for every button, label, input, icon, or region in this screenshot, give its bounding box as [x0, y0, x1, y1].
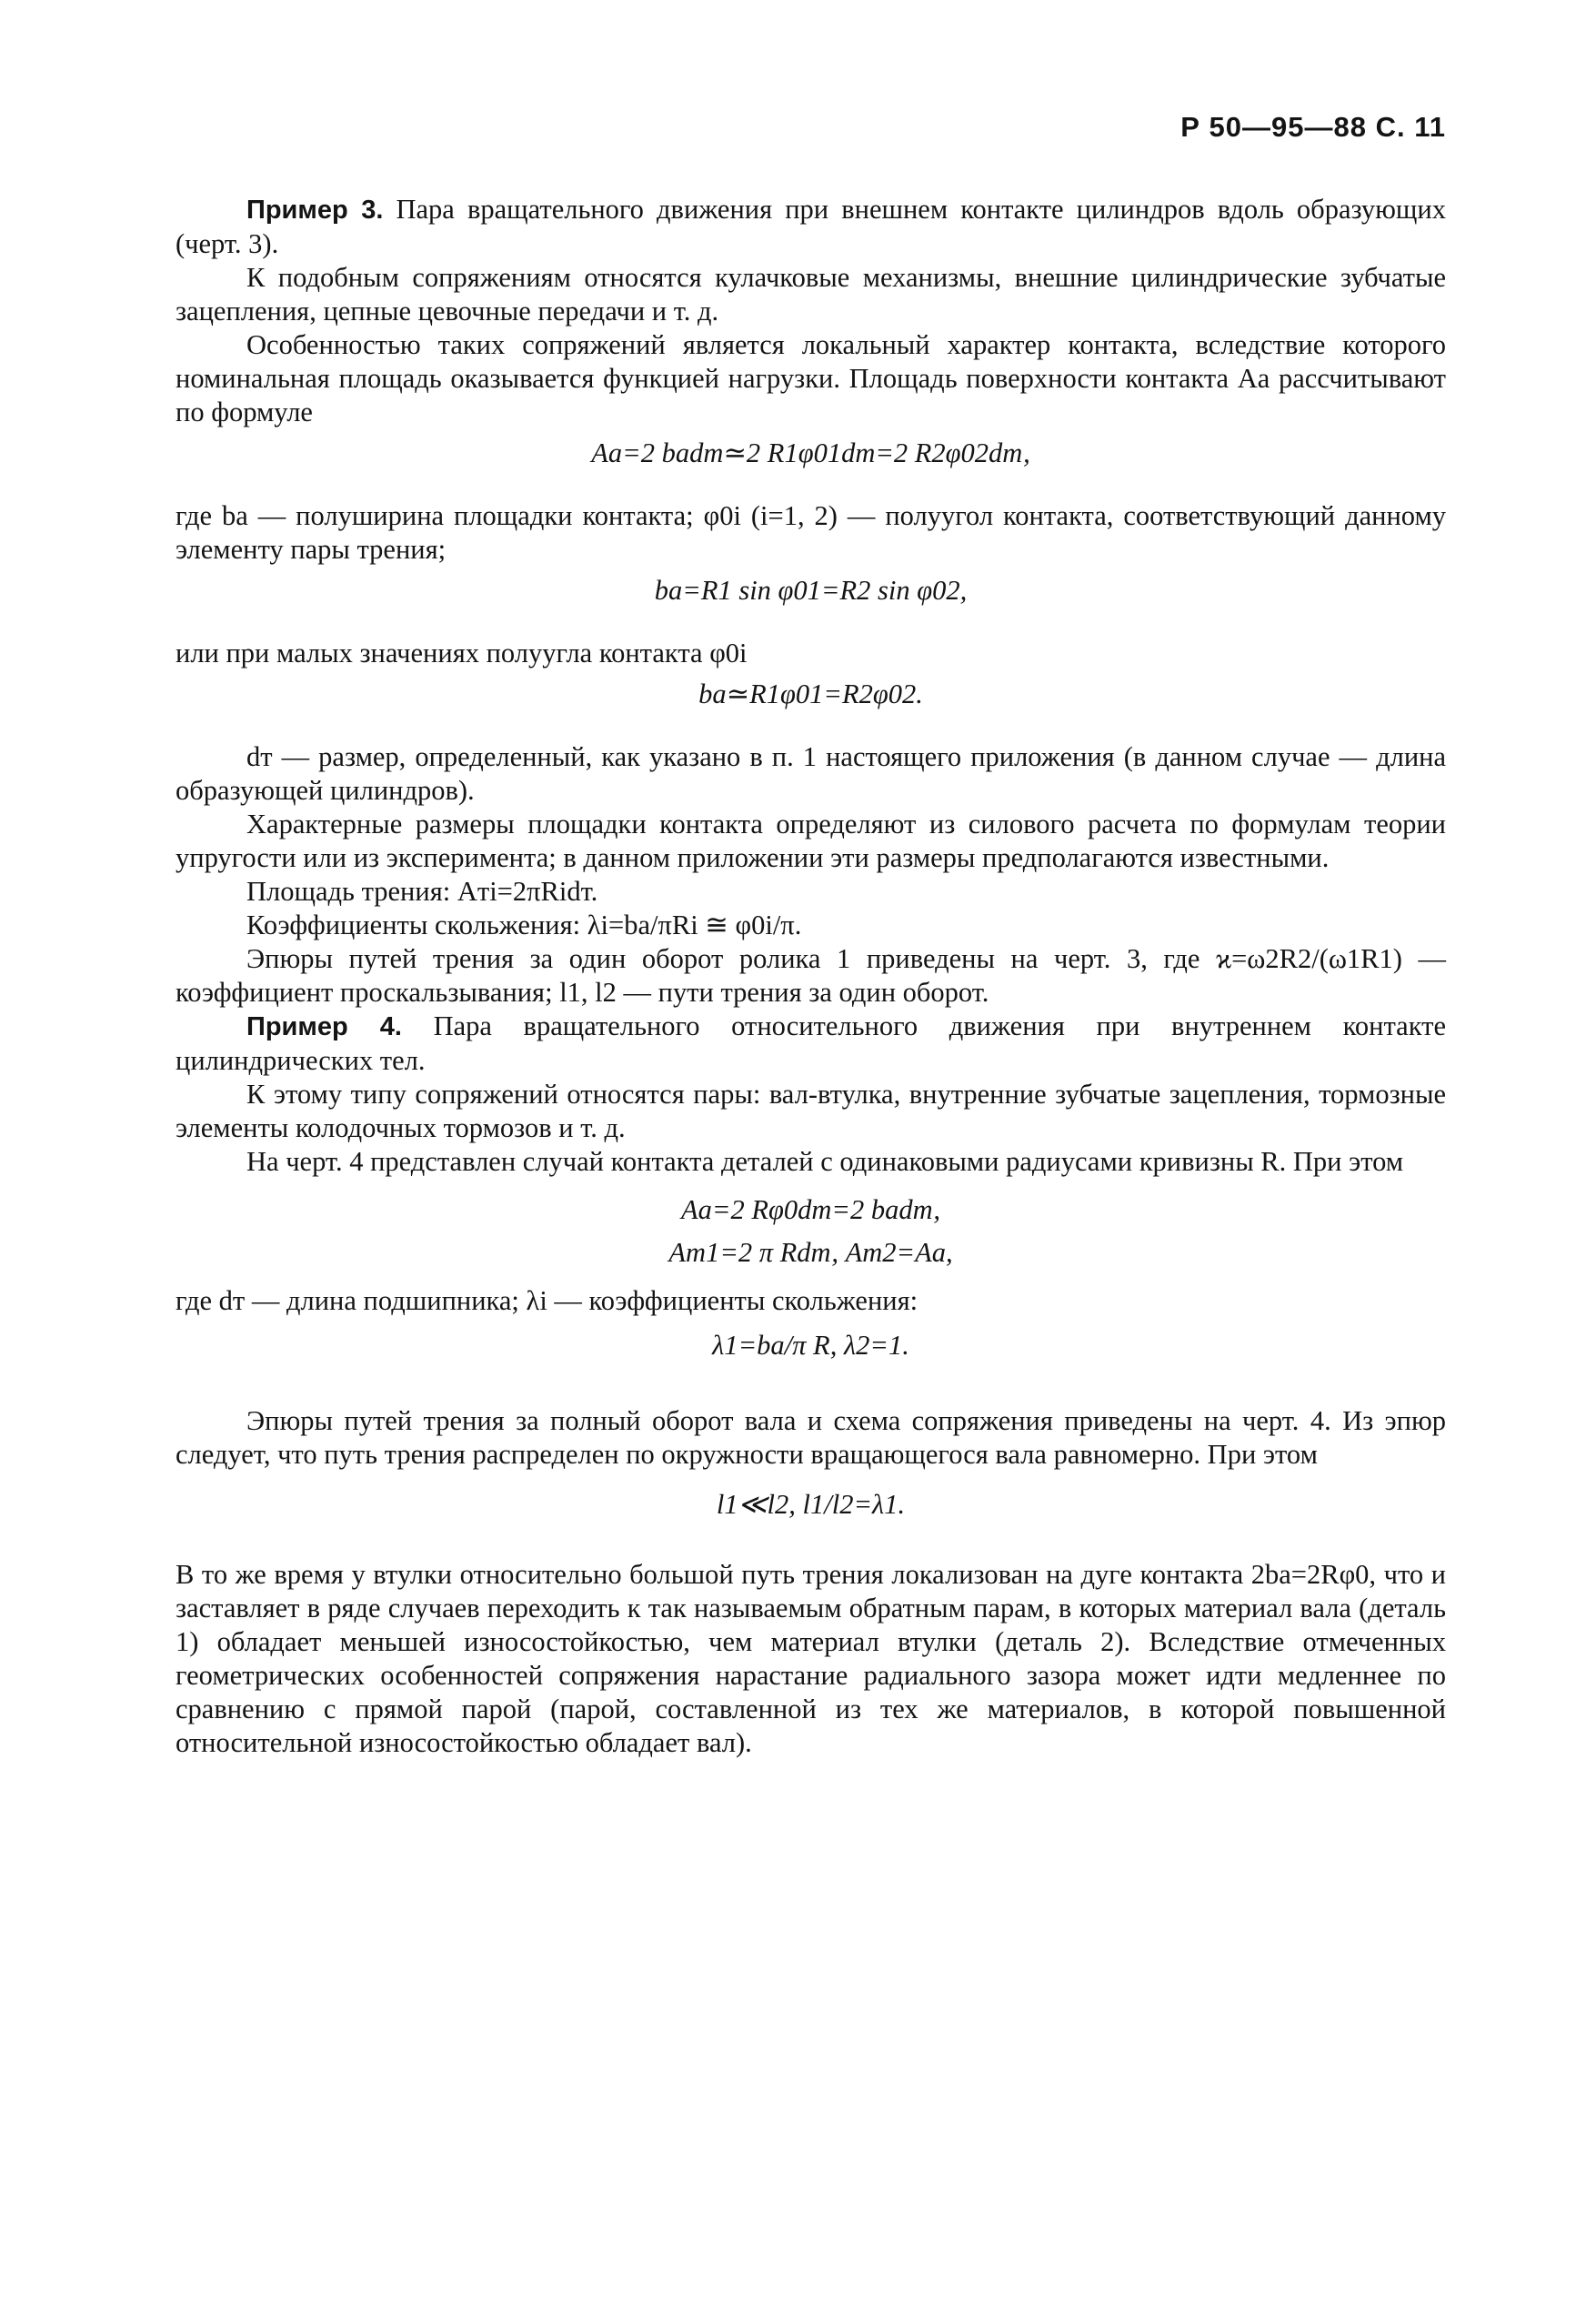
formula: bа≃R1φ01=R2φ02. [698, 679, 923, 709]
text-column [176, 193, 1446, 1760]
paragraph: dт — размер, определенный, как указано в п. 1 настоящего приложения (в данном случае — длина образующей цилиндров). [176, 741, 1446, 806]
paragraph: где dт — длина подшипника; λi — коэффициенты скольжения: [176, 1285, 918, 1316]
paragraph: Коэффициенты скольжения: λi=bа/πRi ≅ φ0i/π. [246, 910, 802, 940]
paragraph: К подобным сопряжениям относятся кулачковые механизмы, внешние цилиндрические зубчатые зацепления, цепные цевочные передачи и т. д. [176, 262, 1446, 327]
paragraph: Площадь трения: Aтi=2πRidт. [246, 876, 598, 907]
formula: Aт1=2 π Rdт, Aт2=Aа, [668, 1237, 953, 1268]
formula: λ1=bа/π R, λ2=1. [712, 1330, 909, 1361]
paragraph: В то же время у втулки относительно большой путь трения локализован на дуге контакта 2bа=2Rφ0, что и заставляет в ряде случаев переходить к так называемым обратным парам, в которых материал вала (деталь 1) обладает меньшей износостойкостью, чем материал втулки (деталь 2). Вследствие отмеченных геометрических особенностей сопряжения нарастание радиального зазора может идти медленнее по сравнению с прямой парой (парой, составленной из тех же материалов, в которой повышенной относительной износостойкостью обладает вал). [176, 1559, 1446, 1758]
paragraph: Характерные размеры площадки контакта определяют из силового расчета по формулам теории упругости или из эксперимента; в данном приложении эти размеры предполагаются известными. [176, 809, 1446, 873]
formula: l1≪l2, l1/l2=λ1. [716, 1489, 906, 1520]
paragraph: Особенностью таких сопряжений является локальный характер контакта, вследствие которого номинальная площадь оказывается функцией нагрузки. Площадь поверхности контакта Aа рассчитывают по формуле [176, 329, 1446, 427]
formula: bа=R1 sin φ01=R2 sin φ02, [654, 575, 968, 606]
example-3-heading [176, 193, 1446, 261]
example-3-label: Пример 3. [246, 196, 384, 225]
example-4-heading [176, 1010, 1446, 1078]
paragraph: Эпюры путей трения за полный оборот вала и схема сопряжения приведены на черт. 4. Из эпюр следует, что путь трения распределен по окружности вращающегося вала равномерно. При этом [176, 1405, 1446, 1470]
example-4-title: Пара вращательного относительного движения при внутреннем контакте цилиндрических тел. [176, 1010, 1446, 1076]
example-4-label: Пример 4. [246, 1012, 402, 1041]
paragraph: К этому типу сопряжений относятся пары: вал-втулка, внутренние зубчатые зацепления, тормозные элементы колодочных тормозов и т. д. [176, 1079, 1446, 1143]
paragraph: Эпюры путей трения за один оборот ролика 1 приведены на черт. 3, где ϰ=ω2R2/(ω1R1) — коэффициент проскальзывания; l1, l2 — пути трения за один оборот. [176, 943, 1446, 1008]
paragraph: или при малых значениях полуугла контакта φ0i [176, 638, 748, 668]
example-3-title: Пара вращательного движения при внешнем контакте цилиндров вдоль образующих (черт. 3). [176, 194, 1446, 259]
paragraph: где bа — полуширина площадки контакта; φ0i (i=1, 2) — полуугол контакта, соответствующий данному элементу пары трения; [176, 500, 1446, 565]
formula: Aа=2 Rφ0dт=2 bаdт, [681, 1194, 940, 1225]
page-header: Р 50—95—88 С. 11 [1180, 111, 1446, 143]
formula: Aа=2 bаdт≃2 R1φ01dт=2 R2φ02dт, [591, 437, 1030, 468]
paragraph: На черт. 4 представлен случай контакта деталей с одинаковыми радиусами кривизны R. При этом [246, 1146, 1404, 1177]
